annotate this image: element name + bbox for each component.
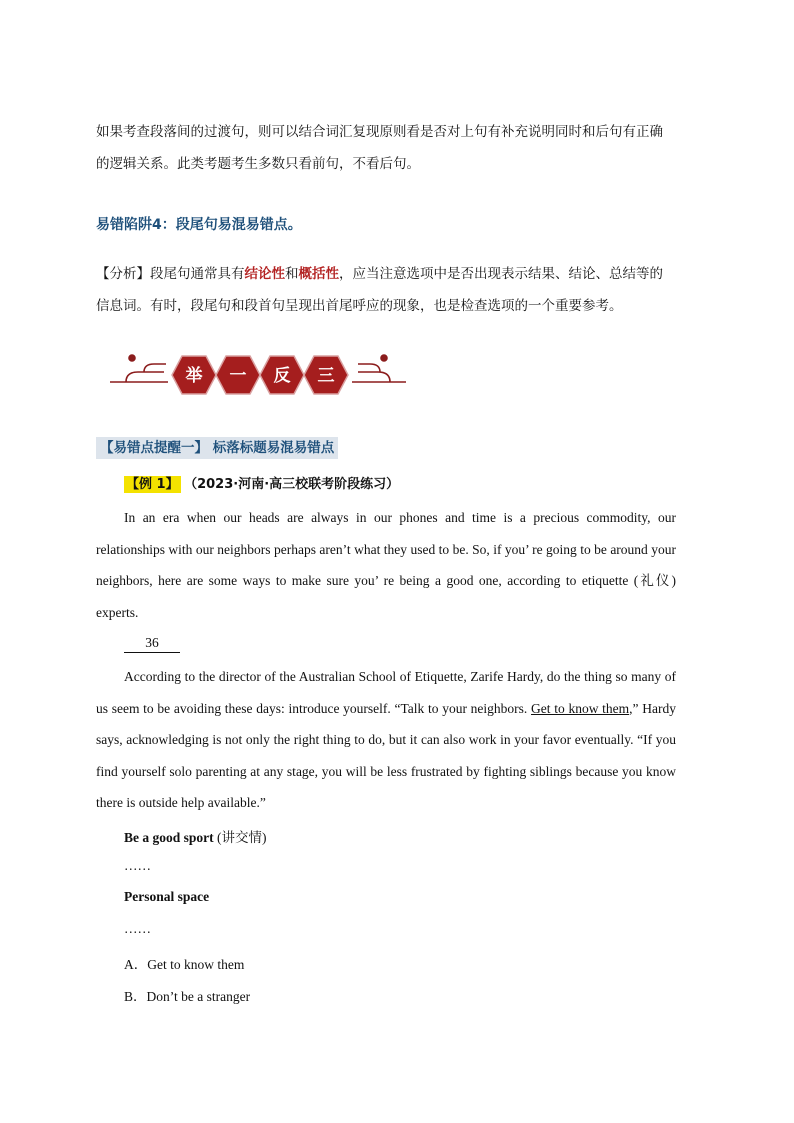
subheading-personal-space: Personal space	[124, 889, 210, 904]
trap4-heading: 易错陷阱4：段尾句易混易错点。	[96, 217, 302, 233]
ellipsis-1: ……	[124, 858, 151, 873]
subheading-be-a-good-sport	[124, 826, 267, 846]
banner-right-decoration	[352, 355, 406, 382]
banner-left-decoration	[110, 355, 168, 382]
banner-char-2: 一	[229, 366, 247, 386]
p2-underlined: Get to know them,	[531, 700, 633, 716]
blank-36-number: 36	[124, 634, 180, 653]
analysis-mid: 和	[285, 266, 299, 282]
sub1-note: (讲交情)	[217, 830, 267, 845]
option-b: B．Don’t be a stranger	[124, 989, 251, 1004]
analysis-paragraph	[96, 258, 676, 322]
sub1-title: Be a good sport	[124, 830, 214, 845]
blank-36	[124, 634, 180, 653]
example-line	[124, 473, 399, 492]
analysis-prefix: 【分析】段尾句通常具有	[96, 266, 245, 282]
banner-char-4: 三	[317, 366, 335, 386]
example-source: （2023·河南·高三校联考阶段练习）	[190, 477, 400, 492]
p2-part-b: ” Hardy says, acknowledging is not only the right thing to do, but it can also work in your favor eventually. “If you find yourself solo parenting at any stage, you will be less frustrated by fighting siblings because you know there is outside help available.”	[96, 700, 676, 810]
analysis-rest: ，应当注意选项中是否出现表示结果、结论、总结等的信息词。有时，段尾句和段首句呈现出首尾呼应的现象，也是检查选项的一个重要参考。	[96, 266, 663, 314]
banner-char-3: 反	[273, 366, 291, 386]
option-a: A．Get to know them	[124, 957, 245, 972]
passage-paragraph-1: In an era when our heads are always in our phones and time is a precious commodity, our relationships with our neighbors perhaps aren’t what they used to be. So, if you’ re going to be around your neighbors, here are some ways to make sure you’ re being a good one, according to etiquette (礼仪) experts.	[96, 510, 676, 620]
banner-char-1: 举	[185, 366, 203, 386]
analysis-em1: 结论性	[244, 266, 285, 282]
ellipsis-2: ……	[124, 921, 151, 936]
passage-paragraph-2	[96, 661, 676, 819]
banner-graphic	[108, 344, 408, 406]
p2-part-a: According to the director of the Australian School of Etiquette, Zarife Hardy, do the thing so many of us seem to be avoiding these days: introduce yourself. “Talk to your neighbors.	[96, 669, 676, 716]
paragraph-transition: 如果考查段落间的过渡句，则可以结合词汇复现原则看是否对上句有补充说明同时和后句有正确的逻辑关系。此类考题考生多数只看前句，不看后句。	[96, 124, 663, 172]
example-tag: 【例 1】	[126, 477, 179, 492]
analysis-em2: 概括性	[298, 266, 339, 282]
section-title: 【易错点提醒一】 标落标题易混易错点	[96, 437, 338, 459]
